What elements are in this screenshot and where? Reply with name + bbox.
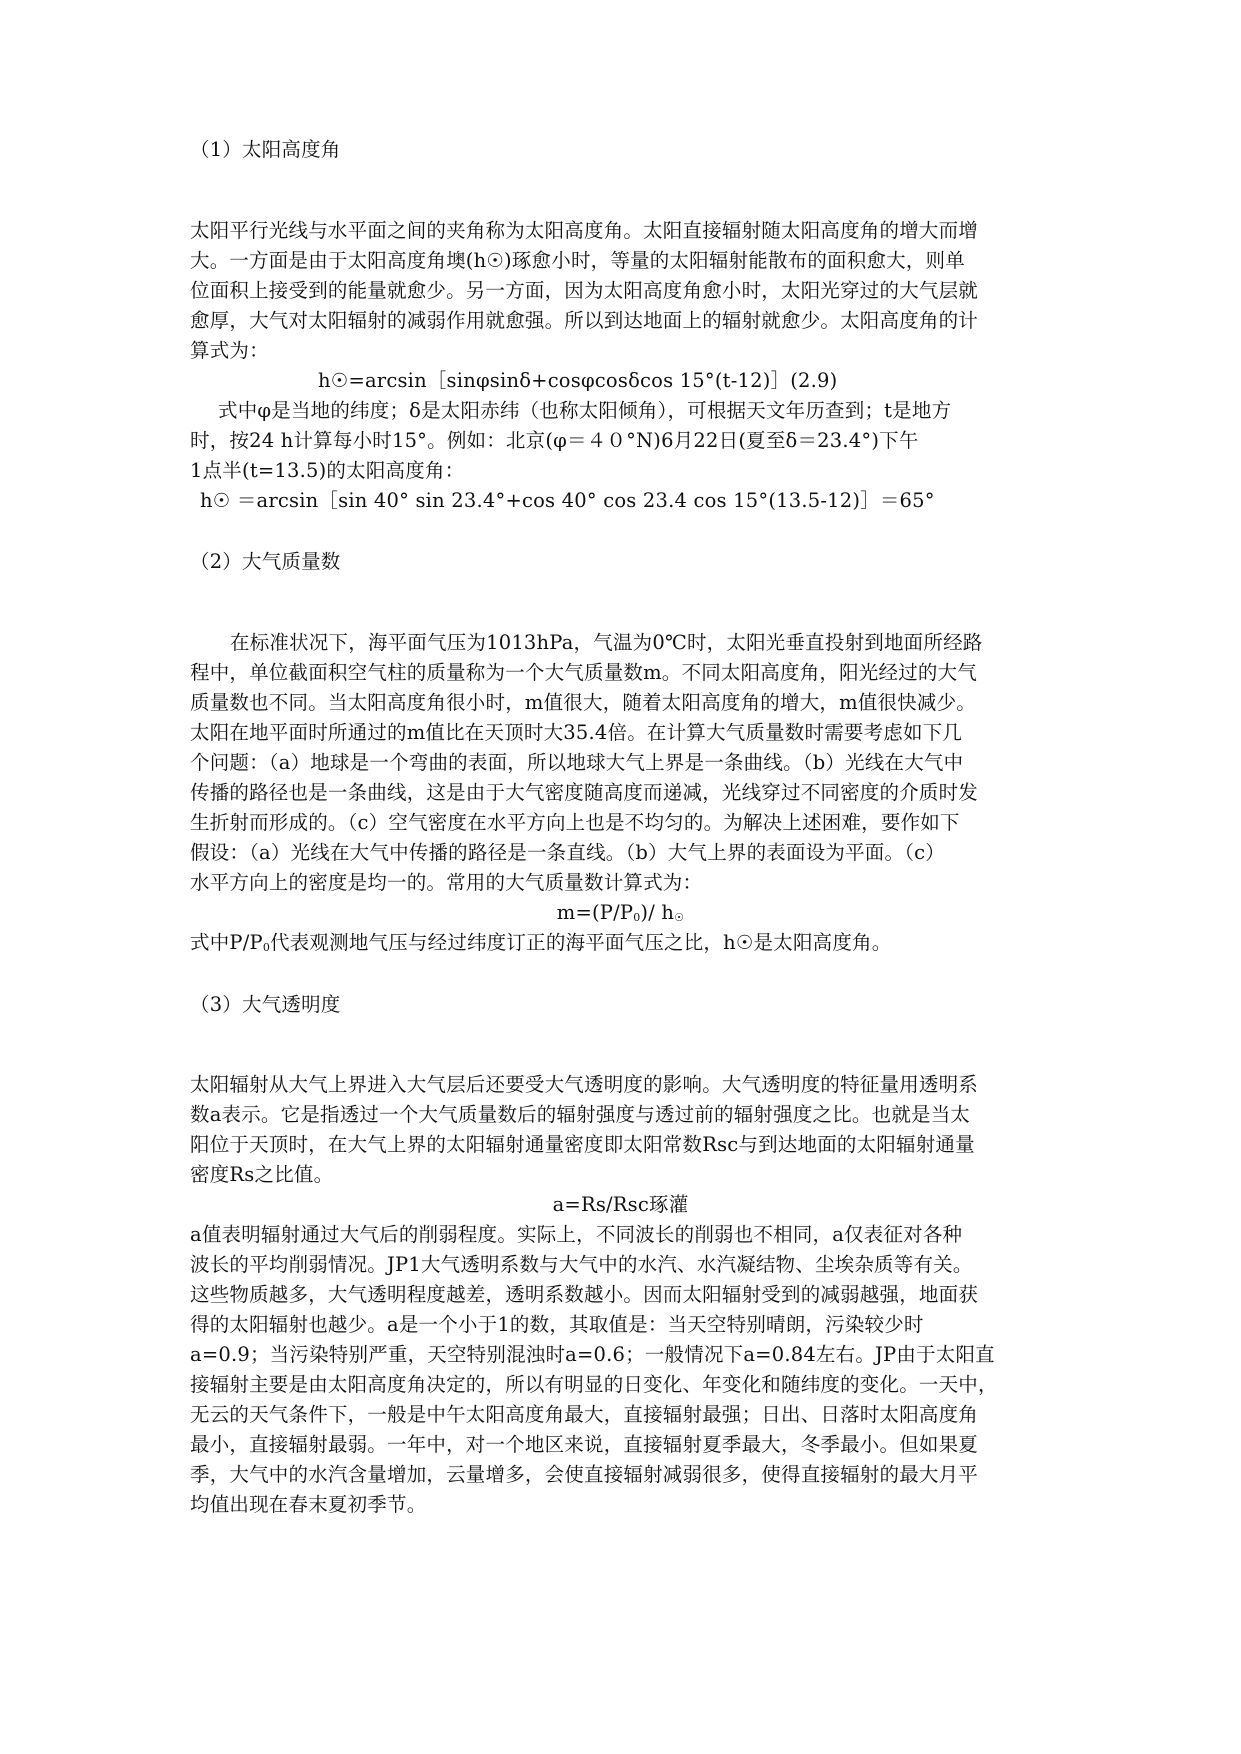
formula-example: h☉ ＝arcsin［sin 40° sin 23.4°+cos 40° cos 23.4 cos 15°(13.5-12)］＝65° <box>200 489 935 512</box>
paragraph-line: 大。一方面是由于太阳高度角墺(h☉)琢愈小时，等量的太阳辐射能散布的面积愈大，则单 <box>190 249 965 272</box>
paragraph-line: 这些物质越多，大气透明程度越差，透明系数越小。因而太阳辐射受到的减弱越强，地面获 <box>190 1283 979 1306</box>
paragraph-line: 水平方向上的密度是均一的。常用的大气质量数计算式为： <box>190 871 703 894</box>
paragraph-line: 生折射而形成的。（c）空气密度在水平方向上也是不均匀的。为解决上述困难，要作如下 <box>190 811 960 834</box>
formula-transparency: a=Rs/Rsc琢灌 <box>552 1193 689 1216</box>
paragraph-line: a值表明辐射通过大气后的削弱程度。实际上，不同波长的削弱也不相同，a仅表征对各种 <box>190 1223 963 1246</box>
paragraph-line: 季，大气中的水汽含量增加，云量增多，会使直接辐射减弱很多，使得直接辐射的最大月平 <box>190 1463 979 1486</box>
paragraph-line: 阳位于天顶时，在大气上界的太阳辐射通量密度即太阳常数Rsc与到达地面的太阳辐射通量 <box>190 1133 975 1156</box>
paragraph-line: 最小，直接辐射最弱。一年中，对一个地区来说，直接辐射夏季最大，冬季最小。但如果夏 <box>190 1433 979 1456</box>
formula-subscript: 0 <box>633 911 641 924</box>
paragraph-line: 位面积上接受到的能量就愈少。另一方面，因为太阳高度角愈小时，太阳光穿过的大气层就 <box>190 279 979 302</box>
paragraph-line: 式中φ是当地的纬度；δ是太阳赤纬（也称太阳倾角），可根据天文年历查到；t是地方 <box>218 399 952 422</box>
paragraph-line: 波长的平均削弱情况。JP1大气透明系数与大气中的水汽、水汽凝结物、尘埃杂质等有关。 <box>190 1253 973 1276</box>
paragraph-line: 1点半(t=13.5)的太阳高度角： <box>190 459 465 482</box>
paragraph-line: 假设：（a）光线在大气中传播的路径是一条直线。（b）大气上界的表面设为平面。（c） <box>190 841 945 864</box>
paragraph-line: 密度Rs之比值。 <box>190 1163 334 1186</box>
paragraph-line: 太阳辐射从大气上界进入大气层后还要受大气透明度的影响。大气透明度的特征量用透明系 <box>190 1073 979 1096</box>
formula-text: )/ h <box>640 901 675 924</box>
paragraph-line: 太阳平行光线与水平面之间的夹角称为太阳高度角。太阳直接辐射随太阳高度角的增大而增 <box>190 219 979 242</box>
note-subscript: 0 <box>262 941 271 954</box>
paragraph-line: a=0.9；当污染特别严重，天空特别混浊时a=0.6；一般情况下a=0.84左右。JP由于太阳直 <box>190 1343 995 1366</box>
section-heading-solar-altitude: （1）太阳高度角 <box>190 138 341 161</box>
note-text: 代表观测地气压与经过纬度订正的海平面气压之比，h☉是太阳高度角。 <box>270 931 892 954</box>
formula-note <box>190 928 1050 963</box>
paragraph-line: 算式为： <box>190 339 269 362</box>
paragraph-line: 程中，单位截面积空气柱的质量称为一个大气质量数m。不同太阳高度角，阳光经过的大气 <box>190 661 977 684</box>
paragraph-line: 均值出现在春末夏初季节。 <box>190 1493 427 1516</box>
paragraph-line: 愈厚，大气对太阳辐射的减弱作用就愈强。所以到达地面上的辐射就愈少。太阳高度角的计 <box>190 309 979 332</box>
paragraph-line: 个问题：（a）地球是一个弯曲的表面，所以地球大气上界是一条曲线。（b）光线在大气中 <box>190 751 964 774</box>
paragraph-line: 数a表示。它是指透过一个大气质量数后的辐射强度与透过前的辐射强度之比。也就是当太 <box>190 1103 971 1126</box>
paragraph-line: 质量数也不同。当太阳高度角很小时，m值很大，随着太阳高度角的增大，m值很快减少。 <box>190 691 976 714</box>
formula-solar-altitude: h☉=arcsin［sinφsinδ+cosφcosδcos 15°(t-12)］(2.9) <box>318 369 838 392</box>
paragraph-line: 传播的路径也是一条曲线，这是由于大气密度随高度而递减，光线穿过不同密度的介质时发 <box>190 781 979 804</box>
paragraph-line: 在标准状况下，海平面气压为1013hPa，气温为0℃时，太阳光垂直投射到地面所经路 <box>230 631 983 654</box>
formula-text: m=(P/P <box>556 901 634 924</box>
section-heading-transparency: （3）大气透明度 <box>190 993 341 1016</box>
note-text: 式中P/P <box>190 931 263 954</box>
paragraph-line: 得的太阳辐射也越少。a是一个小于1的数，其取值是：当天空特别晴朗，污染较少时 <box>190 1313 924 1336</box>
paragraph-line: 接辐射主要是由太阳高度角决定的，所以有明显的日变化、年变化和随纬度的变化。一天中， <box>190 1373 998 1396</box>
paragraph-line: 时，按24 h计算每小时15°。例如：北京(φ＝４０°N)6月22日(夏至δ＝23.4°)下午 <box>190 429 919 452</box>
paragraph-line: 太阳在地平面时所通过的m值比在天顶时大35.4倍。在计算大气质量数时需要考虑如下几 <box>190 721 963 744</box>
formula-subscript: ☉ <box>674 911 685 924</box>
section-heading-air-mass: （2）大气质量数 <box>190 550 341 573</box>
paragraph-line: 无云的天气条件下，一般是中午太阳高度角最大，直接辐射最强；日出、日落时太阳高度角 <box>190 1403 979 1426</box>
